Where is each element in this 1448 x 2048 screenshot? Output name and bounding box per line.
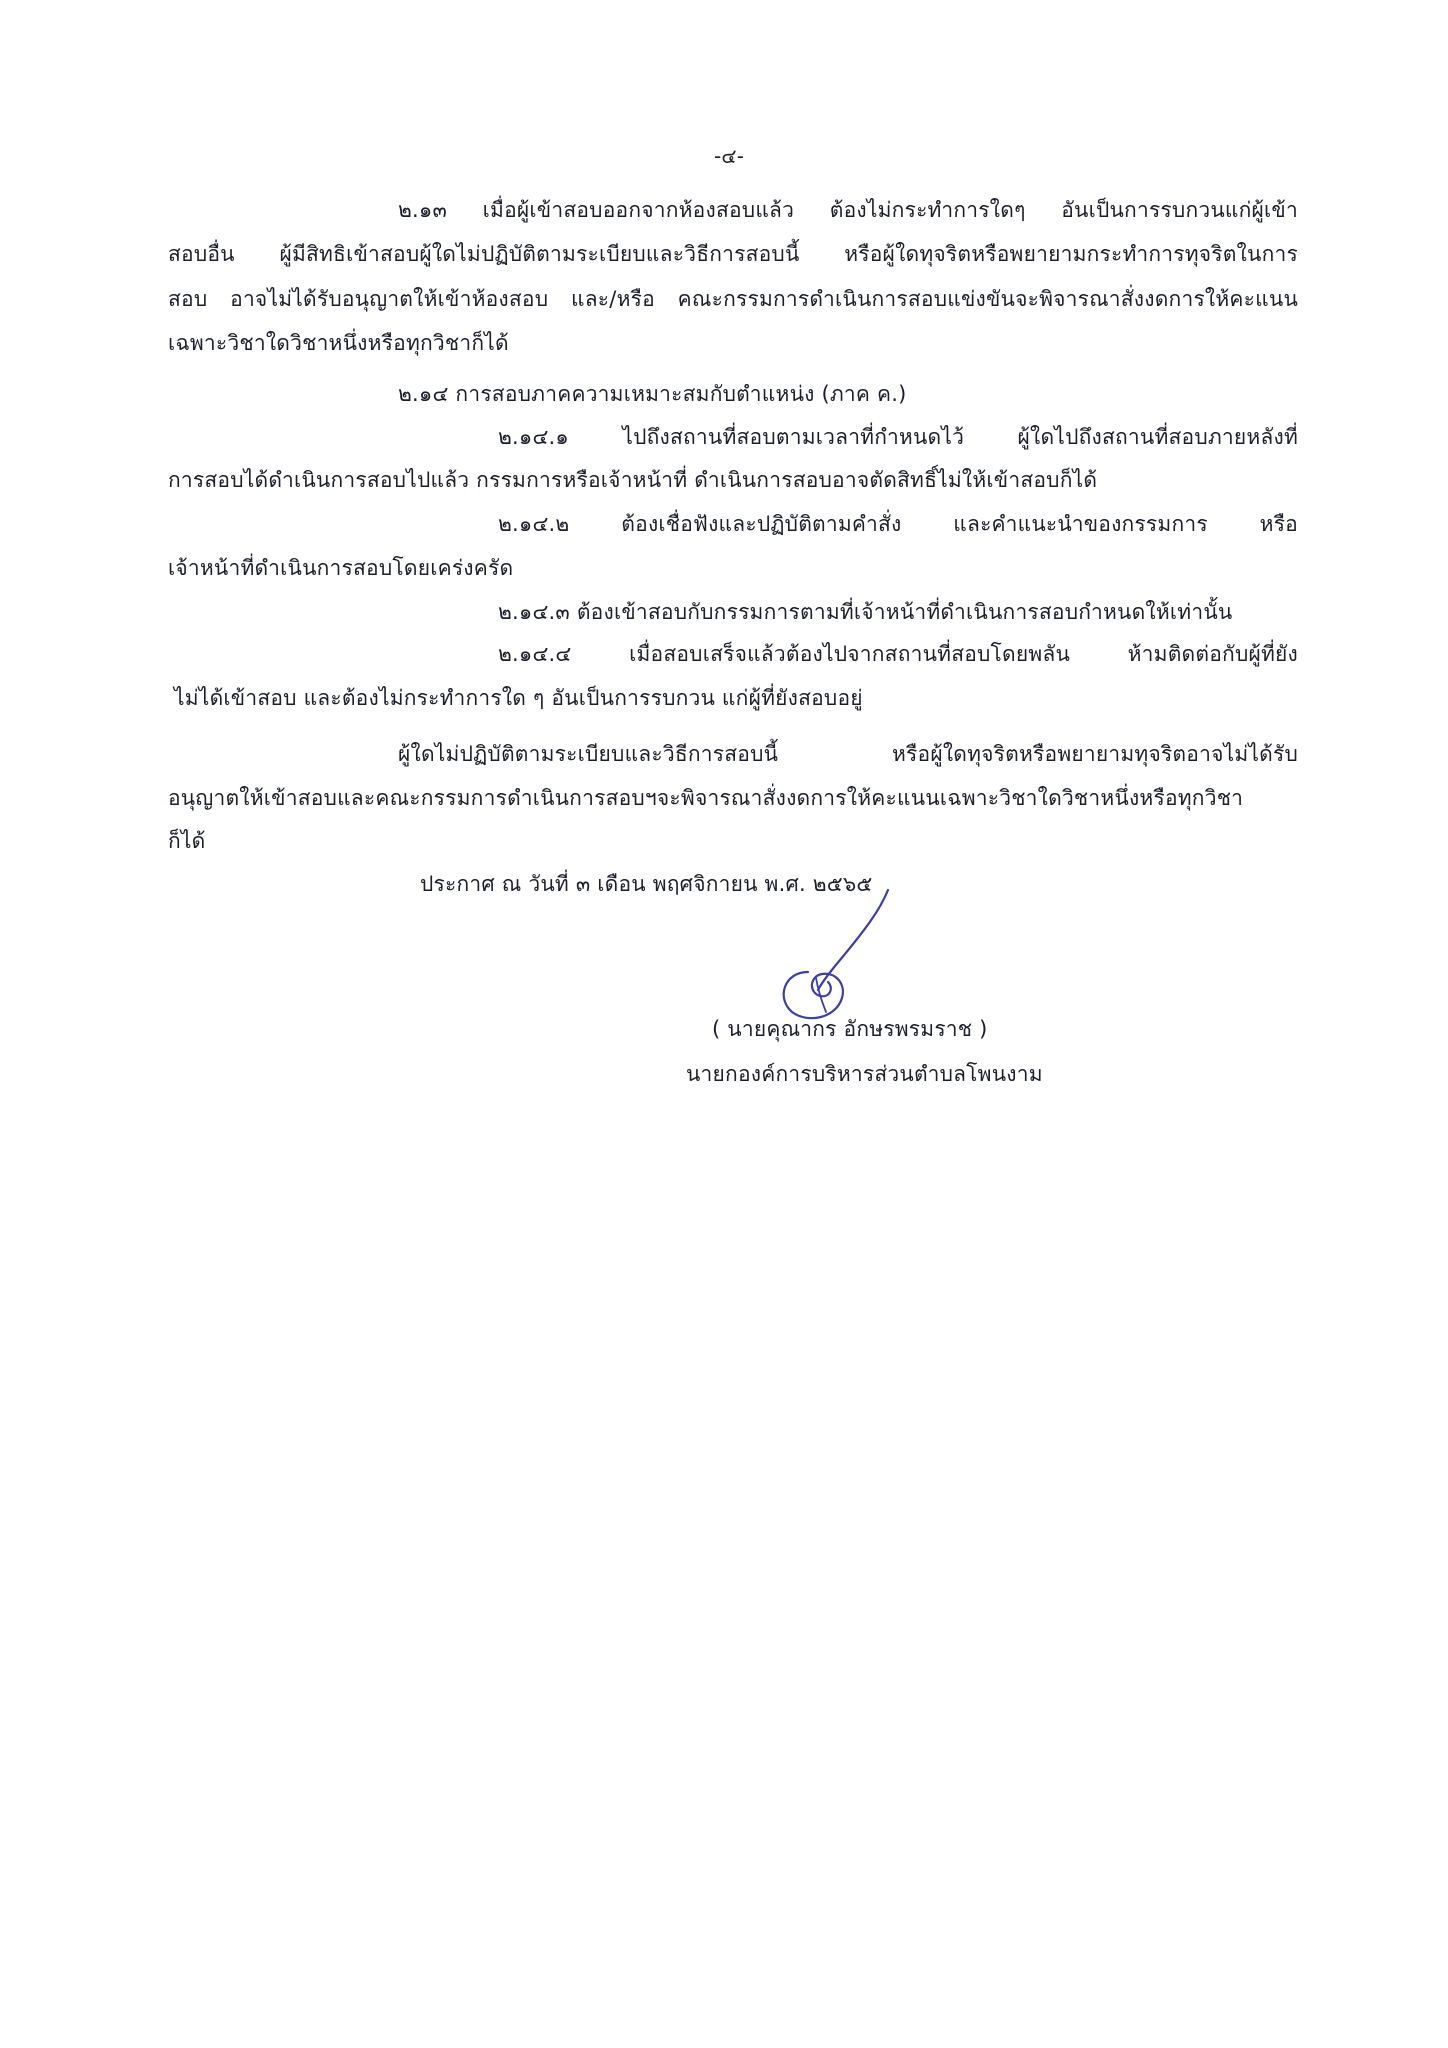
section-2-13-line-4: เฉพาะวิชาใดวิชาหนึ่งหรือทุกวิชาก็ได้ (168, 331, 509, 355)
item-2-14-4-line-2: ไม่ได้เข้าสอบ และต้องไม่กระทำการใด ๆ อันเป็นการรบกวน แก่ผู้ที่ยังสอบอยู่ (174, 686, 863, 710)
item-2-14-2-line-1: ๒.๑๔.๒ ต้องเชื่อฟังและปฏิบัติตามคำสั่ง และคำแนะนำของกรรมการ หรือ (498, 512, 1298, 536)
closing-line-2: อนุญาตให้เข้าสอบและคณะกรรมการดำเนินการสอบฯจะพิจารณาสั่งงดการให้คะแนนเฉพาะวิชาใดวิชาหนึ่งหรือทุกวิชา (168, 786, 1244, 810)
section-2-13-line-1: ๒.๑๓ เมื่อผู้เข้าสอบออกจากห้องสอบแล้ว ต้องไม่กระทำการใดๆ อันเป็นการรบกวนแก่ผู้เข้า (398, 198, 1298, 222)
handwritten-signature (770, 880, 910, 1030)
item-2-14-1-line-2: การสอบได้ดำเนินการสอบไปแล้ว กรรมการหรือเจ้าหน้าที่ ดำเนินการสอบอาจตัดสิทธิ์ไม่ให้เข้าสอบก็ได้ (168, 468, 1098, 492)
item-2-14-4-line-1: ๒.๑๔.๔ เมื่อสอบเสร็จแล้วต้องไปจากสถานที่สอบโดยพลัน ห้ามติดต่อกับผู้ที่ยัง (498, 642, 1298, 666)
item-2-14-2-line-2: เจ้าหน้าที่ดำเนินการสอบโดยเคร่งครัด (168, 556, 514, 580)
signatory-title: นายกองค์การบริหารส่วนตำบลโพนงาม (686, 1062, 1043, 1086)
item-2-14-3-line-1: ๒.๑๔.๓ ต้องเข้าสอบกับกรรมการตามที่เจ้าหน้าที่ดำเนินการสอบกำหนดให้เท่านั้น (498, 600, 1233, 624)
signatory-name: ( นายคุณากร อักษรพรมราช ) (712, 1017, 988, 1041)
item-2-14-1-line-1: ๒.๑๔.๑ ไปถึงสถานที่สอบตามเวลาที่กำหนดไว้ ผู้ใดไปถึงสถานที่สอบภายหลังที่ (498, 425, 1298, 449)
page-number: -๔- (714, 144, 745, 168)
closing-line-1: ผู้ใดไม่ปฏิบัติตามระเบียบและวิธีการสอบนี้ หรือผู้ใดทุจริตหรือพยายามทุจริตอาจไม่ได้รับ (398, 742, 1298, 766)
section-2-13-line-3: สอบ อาจไม่ได้รับอนุญาตให้เข้าห้องสอบ และ/หรือ คณะกรรมการดำเนินการสอบแข่งขันจะพิจารณาสั่งงดการให้คะแนน (168, 287, 1298, 311)
announcement-date: ประกาศ ณ วันที่ ๓ เดือน พฤศจิกายน พ.ศ. ๒๕๖๕ (420, 872, 873, 896)
section-2-13-line-2: สอบอื่น ผู้มีสิทธิเข้าสอบผู้ใดไม่ปฏิบัติตามระเบียบและวิธีการสอบนี้ หรือผู้ใดทุจริตหรือพยายามกระทำการทุจริตในการ (168, 242, 1298, 266)
closing-line-3: ก็ได้ (168, 829, 206, 853)
section-2-14-heading: ๒.๑๔ การสอบภาคความเหมาะสมกับตำแหน่ง (ภาค ค.) (398, 382, 907, 406)
